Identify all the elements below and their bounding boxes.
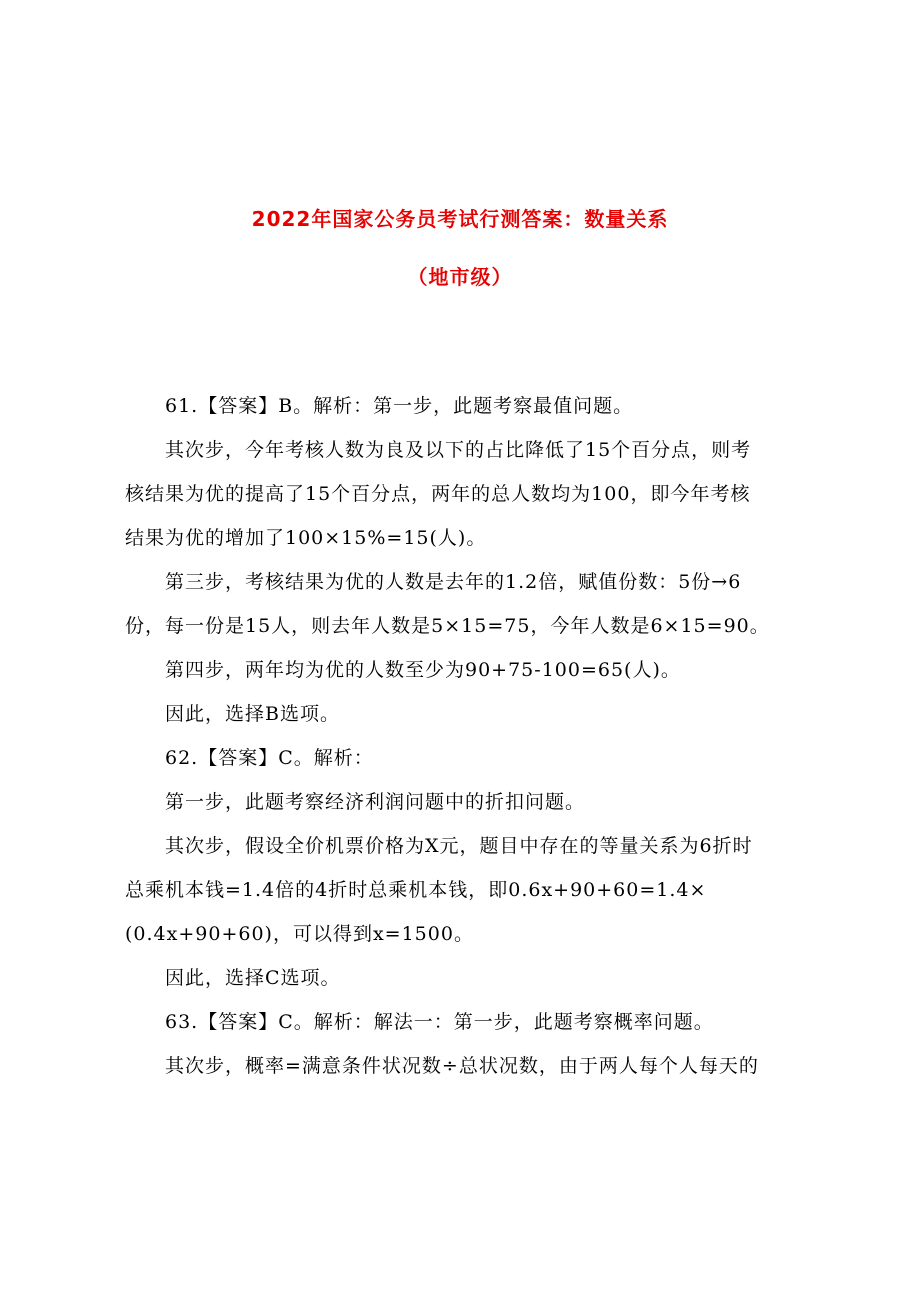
paragraph-q61-step2: 其次步，今年考核人数为良及以下的占比降低了15个百分点，则考 [165, 439, 752, 461]
paragraph-q62-conclusion: 因此，选择C选项。 [165, 967, 341, 989]
paragraph-q61-step3-cont: 份，每一份是15人，则去年人数是5×15=75，今年人数是6×15=90。 [125, 615, 770, 637]
paragraph-q63-step2: 其次步，概率=满意条件状况数÷总状况数，由于两人每个人每天的 [165, 1055, 759, 1077]
paragraph-q63-answer: 63.【答案】C。解析：解法一：第一步，此题考察概率问题。 [165, 1011, 714, 1033]
title-line-2: （地市级） [407, 265, 513, 289]
title-line-1: 2022年国家公务员考试行测答案：数量关系 [251, 207, 669, 231]
document-body [125, 384, 815, 1088]
paragraph-q62-step2-cont1: 总乘机本钱=1.4倍的4折时总乘机本钱，即0.6x+90+60=1.4× [125, 879, 707, 901]
paragraph-q61-answer: 61.【答案】B。解析：第一步，此题考察最值问题。 [165, 395, 634, 417]
paragraph-q61-step2-cont2: 结果为优的增加了100×15%=15(人)。 [125, 527, 487, 549]
paragraph-q61-step2-cont1: 核结果为优的提高了15个百分点，两年的总人数均为100，即今年考核 [125, 483, 751, 505]
paragraph-q61-step4: 第四步，两年均为优的人数至少为90+75-100=65(人)。 [165, 659, 681, 681]
paragraph-q62-step1: 第一步，此题考察经济利润问题中的折扣问题。 [165, 791, 586, 813]
paragraph-q61-conclusion: 因此，选择B选项。 [165, 703, 340, 725]
paragraph-q62-answer: 62.【答案】C。解析： [165, 747, 374, 769]
paragraph-q61-step3: 第三步，考核结果为优的人数是去年的1.2倍，赋值份数：5份→6 [165, 571, 742, 593]
paragraph-q62-step2-cont2: (0.4x+90+60)，可以得到x=1500。 [125, 923, 474, 945]
document-title [0, 190, 920, 306]
paragraph-q62-step2: 其次步，假设全价机票价格为X元，题目中存在的等量关系为6折时 [165, 835, 753, 857]
